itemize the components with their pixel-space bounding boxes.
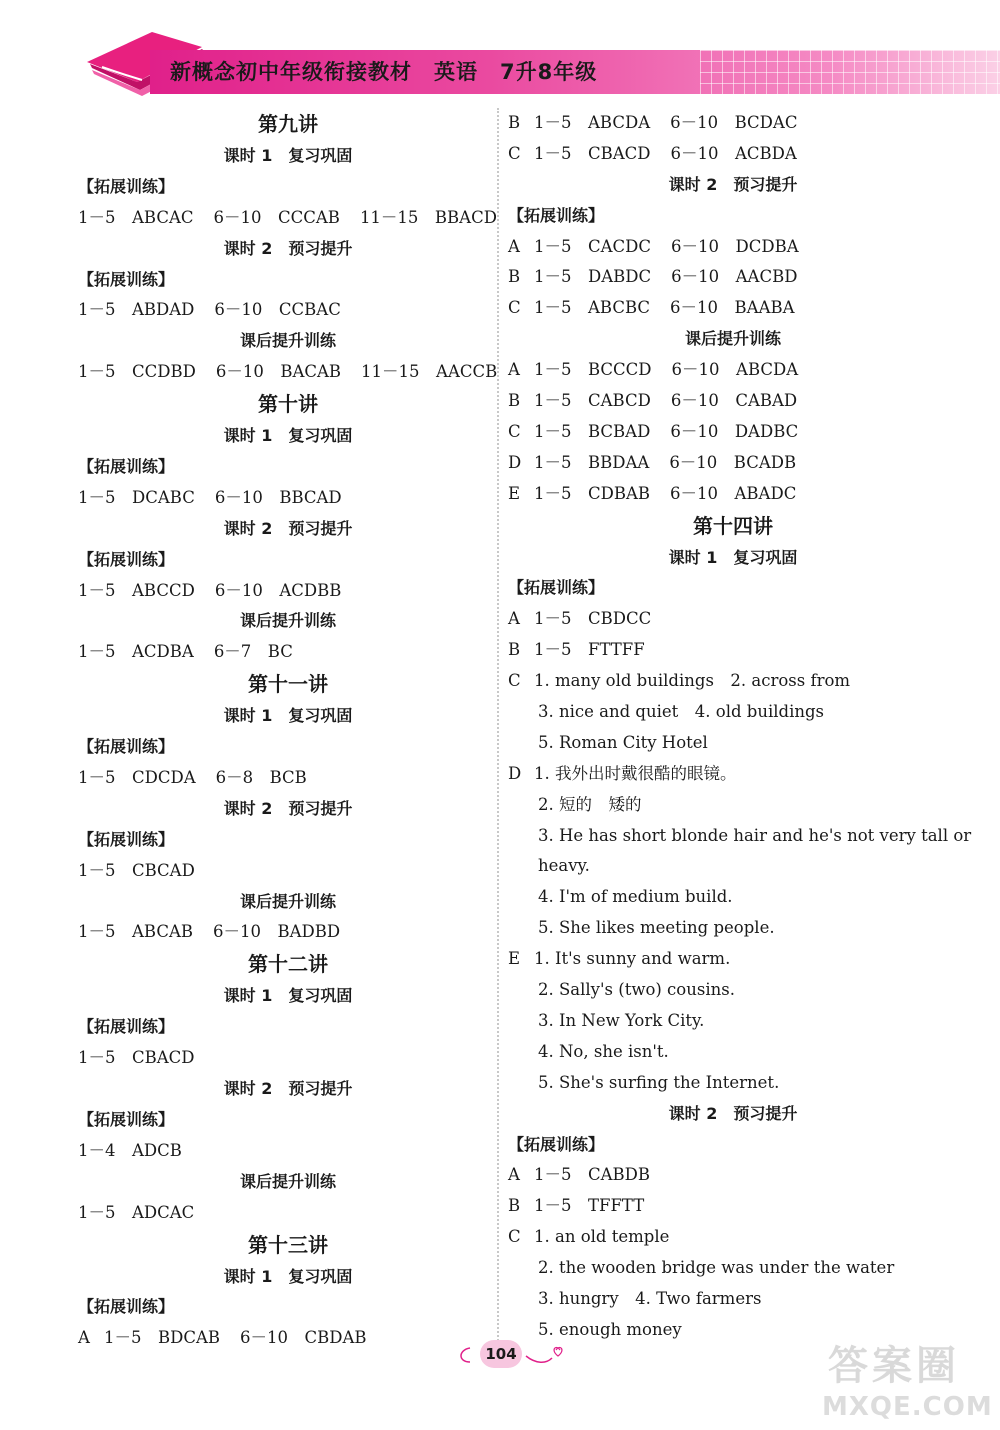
lesson-heading: 课时 2 预习提升 xyxy=(223,1079,353,1099)
answer-group: 1－5 CDCDA xyxy=(78,768,196,788)
answer-group: 1. an old temple xyxy=(534,1227,670,1247)
answer-group: 11－15 BBACD xyxy=(359,207,497,227)
answer-line xyxy=(508,1191,958,1222)
answer-group: 1－5 ABCAB xyxy=(78,922,194,942)
answer-group: 3. He has short blonde hair and he's not very tall or xyxy=(538,825,972,845)
part-label: A xyxy=(508,236,520,256)
section-heading: 【拓展训练】 xyxy=(508,578,605,598)
answer-line xyxy=(508,139,958,170)
answer-group: 1－5 ACDBA xyxy=(78,642,194,662)
answer-line xyxy=(508,635,958,666)
lesson-heading: 课后提升训练 xyxy=(684,329,781,349)
book-series-title: 新概念初中年级衔接教材 xyxy=(170,60,412,84)
answer-group: 6－10 ABCDA xyxy=(671,360,799,380)
answer-group: 1－5 ABCCD xyxy=(78,580,195,600)
section-heading: 【拓展训练】 xyxy=(78,176,175,196)
part-label: B xyxy=(508,1196,521,1216)
part-label: B xyxy=(508,113,521,132)
lesson-heading: 课时 1 复习巩固 xyxy=(223,1266,353,1286)
answer-line xyxy=(78,856,498,887)
answer-line xyxy=(508,1284,958,1315)
section-heading: 【拓展训练】 xyxy=(508,205,605,225)
answer-line xyxy=(508,1253,958,1284)
answer-group: 6－7 BC xyxy=(213,642,293,662)
answer-line xyxy=(508,790,958,821)
lesson-heading: 课时 2 预习提升 xyxy=(223,238,353,258)
answer-line xyxy=(78,357,498,388)
watermark-text: 答案圈 xyxy=(828,1343,960,1389)
part-label: C xyxy=(508,298,521,318)
answer-group: 1－5 CABCD xyxy=(534,391,651,411)
answer-group: 5. She's surfing the Internet. xyxy=(538,1072,780,1092)
answer-group: 5. enough money xyxy=(538,1319,682,1339)
part-label: B xyxy=(508,267,521,287)
answer-line xyxy=(508,851,958,882)
part-label: B xyxy=(508,640,521,660)
answer-group: 1－5 ADCAC xyxy=(78,1202,195,1222)
answer-line xyxy=(508,293,958,324)
section-heading: 【拓展训练】 xyxy=(78,829,175,849)
answer-group: 1－5 BCBAD xyxy=(534,421,651,441)
answer-group: 1－5 DABDC xyxy=(534,267,652,287)
watermark-url: MXQE.COM xyxy=(822,1392,993,1422)
lesson-heading: 课后提升训练 xyxy=(239,891,336,911)
answer-group: 1－5 CBDCC xyxy=(534,609,652,629)
answer-line xyxy=(508,1222,958,1253)
part-label: E xyxy=(508,949,521,969)
answer-line xyxy=(508,355,958,386)
part-label: A xyxy=(508,609,520,629)
answer-line xyxy=(78,1136,498,1167)
answer-group: 6－10 DADBC xyxy=(670,421,799,441)
answer-group: 1－5 DCABC xyxy=(78,487,195,507)
lesson-heading: 课后提升训练 xyxy=(239,611,336,631)
lesson-heading: 课时 1 复习巩固 xyxy=(223,146,353,165)
part-label: C xyxy=(508,671,521,691)
page-header xyxy=(0,0,1000,100)
answer-line xyxy=(508,759,958,790)
lesson-heading: 课时 2 预习提升 xyxy=(223,798,353,818)
part-label: A xyxy=(508,360,520,380)
answer-group: 4. No, she isn't. xyxy=(538,1041,669,1061)
lesson-heading: 课时 2 预习提升 xyxy=(668,1103,798,1123)
lesson-heading: 课时 1 复习巩固 xyxy=(223,986,353,1006)
part-label: C xyxy=(508,143,521,163)
answer-group: 6－10 AACBD xyxy=(671,267,798,287)
answer-line xyxy=(508,728,958,759)
section-heading: 【拓展训练】 xyxy=(78,737,175,757)
column-divider xyxy=(497,108,499,1348)
answer-line xyxy=(78,1323,498,1354)
part-label: D xyxy=(508,763,522,783)
answer-line xyxy=(508,386,958,417)
answer-group: 6－10 ACDBB xyxy=(214,580,342,600)
part-label: C xyxy=(508,421,521,441)
lecture-heading: 第十讲 xyxy=(258,392,318,417)
lecture-heading: 第九讲 xyxy=(258,112,318,136)
answer-line xyxy=(78,483,498,514)
answer-group: 1－5 ABDAD xyxy=(78,300,195,320)
answer-line xyxy=(78,295,498,326)
answer-group: 6－8 BCB xyxy=(215,768,307,788)
answer-group: 6－10 ACBDA xyxy=(670,143,797,163)
answer-group: 6－10 BCADB xyxy=(669,452,797,472)
part-label: E xyxy=(508,483,521,503)
answer-line xyxy=(508,1037,958,1068)
answer-line xyxy=(78,917,498,948)
answer-group: 4. I'm of medium build. xyxy=(538,887,733,907)
answer-group: 6－10 BBCAD xyxy=(214,487,342,507)
answer-group: 2. 短的 矮的 xyxy=(538,794,642,814)
answer-line xyxy=(78,1043,498,1074)
answer-line xyxy=(508,882,958,913)
answer-line xyxy=(508,604,958,635)
answer-line xyxy=(78,576,498,607)
section-heading: 【拓展训练】 xyxy=(78,1297,175,1317)
answer-line xyxy=(508,262,958,293)
answer-column-left xyxy=(78,108,498,1354)
answer-line xyxy=(508,944,958,975)
part-label: A xyxy=(78,1328,90,1348)
answer-group: 5. Roman City Hotel xyxy=(538,732,708,752)
lesson-heading: 课时 1 复习巩固 xyxy=(223,706,353,726)
lesson-heading: 课后提升训练 xyxy=(239,1171,336,1191)
answer-group: 1－5 ABCBC xyxy=(534,298,651,318)
section-heading: 【拓展训练】 xyxy=(78,269,175,289)
answer-group: 1－5 TFFTT xyxy=(534,1196,645,1216)
answer-group: 6－10 ABADC xyxy=(670,483,797,503)
answer-line xyxy=(78,203,498,234)
answer-group: 6－10 BAABA xyxy=(670,298,795,318)
answer-group: 6－10 CCBAC xyxy=(214,300,341,320)
answer-group: 3. hungry 4. Two farmers xyxy=(538,1288,762,1308)
answer-column-right xyxy=(508,108,972,1346)
answer-group: 1－5 CDBAB xyxy=(534,483,651,503)
lesson-heading: 课时 2 预习提升 xyxy=(668,174,798,194)
answer-group: 6－10 CBDAB xyxy=(240,1328,367,1348)
answer-line xyxy=(78,637,498,668)
answer-line xyxy=(508,479,958,510)
answer-group: 1－5 CBACD xyxy=(78,1048,195,1068)
answer-group: heavy. xyxy=(538,856,590,876)
answer-line xyxy=(508,232,958,263)
part-label: A xyxy=(508,1165,520,1185)
section-heading: 【拓展训练】 xyxy=(78,1109,175,1129)
answer-group: 3. In New York City. xyxy=(538,1010,705,1030)
answer-group: 6－10 BADBD xyxy=(213,922,341,942)
answer-line xyxy=(78,763,498,794)
answer-group: 6－10 DCDBA xyxy=(671,236,799,256)
answer-group: 1－5 CABDB xyxy=(534,1165,651,1185)
answer-group: 6－10 BACAB xyxy=(215,362,342,382)
answer-group: 1－5 CCDBD xyxy=(78,362,196,382)
lesson-heading: 课后提升训练 xyxy=(239,331,336,351)
answer-line xyxy=(508,1068,958,1099)
lecture-heading: 第十三讲 xyxy=(248,1232,328,1257)
part-label: B xyxy=(508,391,521,411)
answer-line xyxy=(508,913,958,944)
lecture-heading: 第十一讲 xyxy=(248,672,328,697)
page-number: 104 xyxy=(480,1340,522,1368)
answer-group: 3. nice and quiet 4. old buildings xyxy=(538,702,825,722)
section-heading: 【拓展训练】 xyxy=(78,1017,175,1037)
answer-group: 1－5 ABCAC xyxy=(78,207,194,227)
lesson-heading: 课时 1 复习巩固 xyxy=(668,547,798,567)
answer-line xyxy=(508,821,972,852)
answer-group: 1. 我外出时戴很酷的眼镜。 xyxy=(534,763,737,783)
answer-group: 6－10 BCDAC xyxy=(670,113,798,132)
answer-group: 6－10 CABAD xyxy=(670,391,798,411)
book-title xyxy=(170,56,619,88)
answer-line xyxy=(508,448,958,479)
section-heading: 【拓展训练】 xyxy=(78,457,175,477)
answer-line xyxy=(78,1198,498,1229)
answer-group: 1－5 ABCDA xyxy=(534,113,651,132)
answer-group: 1－5 CACDC xyxy=(534,236,652,256)
answer-group: 1－5 FTTFF xyxy=(534,640,645,660)
answer-group: 6－10 CCCAB xyxy=(213,207,340,227)
section-heading: 【拓展训练】 xyxy=(78,549,175,569)
answer-group: 1－5 BBDAA xyxy=(534,452,650,472)
answer-line xyxy=(508,1006,958,1037)
part-label: C xyxy=(508,1227,521,1247)
section-heading: 【拓展训练】 xyxy=(508,1134,605,1154)
watermark xyxy=(812,1334,992,1426)
lesson-heading: 课时 1 复习巩固 xyxy=(223,426,353,446)
part-label: D xyxy=(508,452,522,472)
lesson-heading: 课时 2 预习提升 xyxy=(223,518,353,538)
answer-group: 1. many old buildings 2. across from xyxy=(534,671,851,691)
answer-line xyxy=(508,697,958,728)
answer-group: 5. She likes meeting people. xyxy=(538,918,775,938)
answer-line xyxy=(508,666,958,697)
answer-line xyxy=(508,1160,958,1191)
answer-line xyxy=(508,417,958,448)
book-subject: 英语 xyxy=(434,60,478,84)
answer-line xyxy=(508,108,958,139)
answer-group: 2. the wooden bridge was under the water xyxy=(538,1258,895,1278)
lecture-heading: 第十二讲 xyxy=(248,952,328,977)
answer-group: 1－5 CBCAD xyxy=(78,860,195,880)
book-grade: 7升8年级 xyxy=(500,60,598,84)
answer-group: 2. Sally's (two) cousins. xyxy=(538,980,735,1000)
answer-group: 1－5 BDCAB xyxy=(104,1328,221,1348)
page-number-ornament xyxy=(452,1340,582,1370)
answer-group: 1. It's sunny and warm. xyxy=(534,949,731,969)
answer-group: 11－15 AACCB xyxy=(361,362,498,382)
answer-line xyxy=(508,975,958,1006)
answer-group: 1－5 CBACD xyxy=(534,143,651,163)
header-grid-pattern xyxy=(700,50,1000,94)
lecture-heading: 第十四讲 xyxy=(693,513,773,538)
answer-group: 1－4 ADCB xyxy=(78,1140,182,1160)
answer-group: 1－5 BCCCD xyxy=(534,360,652,380)
